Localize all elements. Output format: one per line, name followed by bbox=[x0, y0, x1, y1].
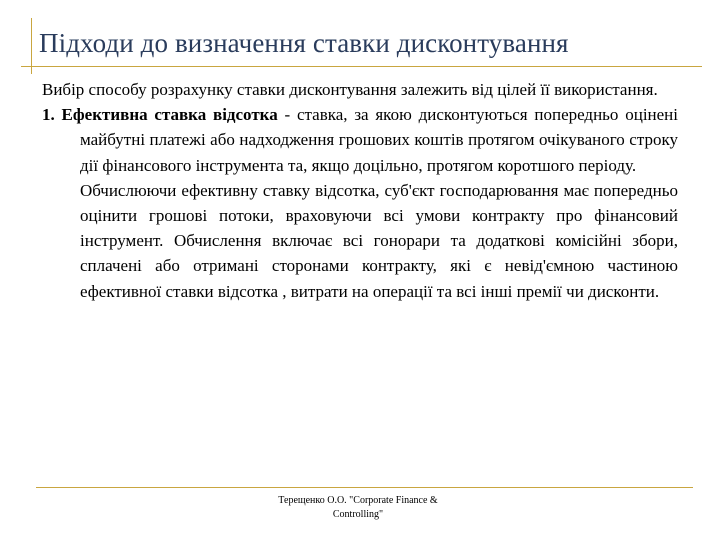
footer-citation: Терещенко О.О. "Corporate Finance & Controlling" bbox=[278, 495, 438, 520]
continuation-paragraph: Обчислюючи ефективну ставку відсотка, суб'єкт господарювання має попередньо оцінити грошові потоки, враховуючи всі умови контракту про фінансовий інструмент. Обчислення включає всі гонорари та додаткові комісійні збори, сплачені або отримані сторонами контракту, які є невід'ємною частиною ефективної ставки відсотка , витрати на операції та всі інші премії чи дисконти. bbox=[80, 180, 678, 301]
list-item-term: Ефективна ставка відсотка bbox=[61, 105, 278, 125]
list-item bbox=[42, 102, 678, 178]
footer-rule bbox=[36, 487, 693, 488]
list-item-number: 1. bbox=[42, 105, 55, 125]
title-underline bbox=[21, 66, 702, 67]
slide-title: Підходи до визначення ставки дисконтування bbox=[39, 28, 569, 58]
slide-body bbox=[42, 77, 678, 304]
intro-paragraph: Вибір способу розрахунку ставки дисконтування залежить від цілей її використання. bbox=[42, 80, 658, 99]
list-item-text: - ставка, за якою дисконтуються попередньо оцінені майбутні платежі або надходження грошових коштів протягом очікуваного строку дії фінансового інструмента та, якщо доцільно, протягом коротшого періоду. bbox=[80, 105, 679, 175]
